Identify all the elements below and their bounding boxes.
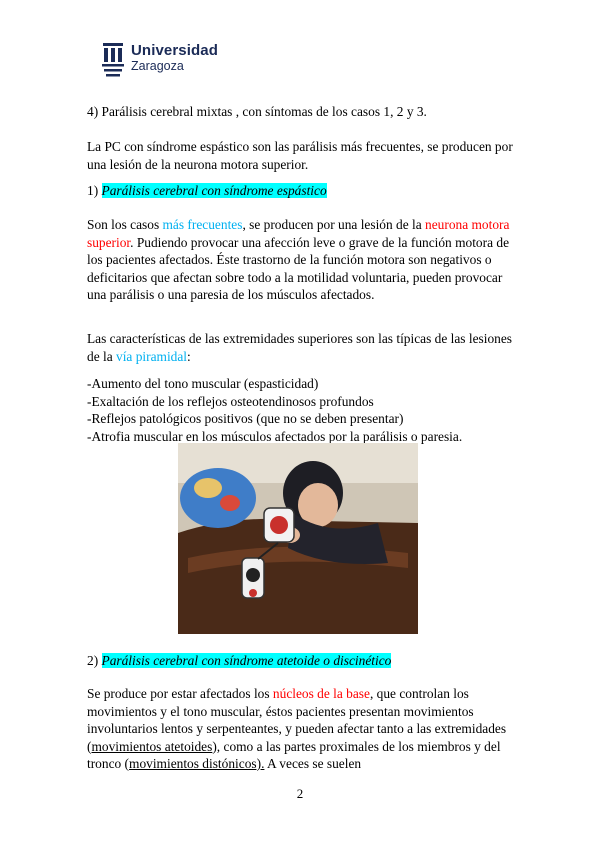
text-run: , se producen por una lesión de la (242, 217, 426, 232)
highlight-term: vía piramidal (116, 348, 188, 364)
symptom-list (87, 375, 517, 445)
text-run: . Pudiendo provocar una afección leve o grave de la función motora de los pacientes afectados. Éste trastorno de la función motora son negativos o deficitarios que afectan sobre todo a la motilidad voluntaria, pueden provocar una parálisis o una paresia de los músculos afectados. (87, 234, 510, 302)
paragraph-mixed: 4) Parálisis cerebral mixtas , con síntomas de los casos 1, 2 y 3. (87, 104, 427, 119)
text-run: Son los casos (87, 217, 163, 232)
university-logo (101, 43, 218, 79)
text-run: , que controlan los movimientos y el tono muscular, éstos pacientes presentan movimientos involuntarios lentos y serpenteantes, y pueden afectar tanto a las extremidades ( (87, 686, 507, 754)
paragraph-extremidades (87, 330, 517, 365)
list-item: -Atrofia muscular en los músculos afectados por la parálisis o paresia. (87, 428, 463, 444)
section-number: 1) (87, 183, 102, 198)
highlight-term: neurona motora superior (87, 217, 510, 250)
text-run: : (187, 348, 191, 364)
university-crest-icon (101, 43, 125, 77)
text-run: Las características de las extremidades superiores son las típicas de las lesiones de la (87, 331, 513, 364)
page-number: 2 (296, 786, 304, 801)
paragraph-atetoide (87, 685, 517, 773)
highlight-term: núcleos de la base (272, 686, 370, 701)
section-heading-atetoide (87, 652, 517, 670)
paragraph-espastico (87, 216, 517, 304)
section-title: Parálisis cerebral con síndrome atetoide o discinético (101, 653, 392, 668)
section-number: 2) (87, 653, 102, 668)
underlined-term: movimientos atetoides (91, 738, 213, 754)
list-item: -Exaltación de los reflejos osteotendinosos profundos (87, 393, 374, 409)
logo-city: Zaragoza (131, 59, 184, 73)
text-run: Se produce por estar afectados los (87, 686, 273, 701)
underlined-term: movimientos distónicos). (129, 756, 265, 771)
text-run: ), como a las partes proximales de los miembros y del tronco ( (87, 738, 501, 771)
child-photo (178, 443, 418, 634)
list-item: -Aumento del tono muscular (espasticidad) (87, 376, 319, 391)
text-run: A veces se suelen (264, 756, 362, 771)
logo-name: Universidad (131, 42, 218, 59)
paragraph-intro: La PC con síndrome espástico son las parálisis más frecuentes, se producen por una lesión de la neurona motora superior. (87, 139, 513, 172)
highlight-term: más frecuentes (162, 217, 243, 232)
section-title: Parálisis cerebral con síndrome espástico (101, 183, 327, 198)
list-item: -Reflejos patológicos positivos (que no se deben presentar) (87, 411, 404, 426)
section-heading-espastico (87, 182, 517, 200)
